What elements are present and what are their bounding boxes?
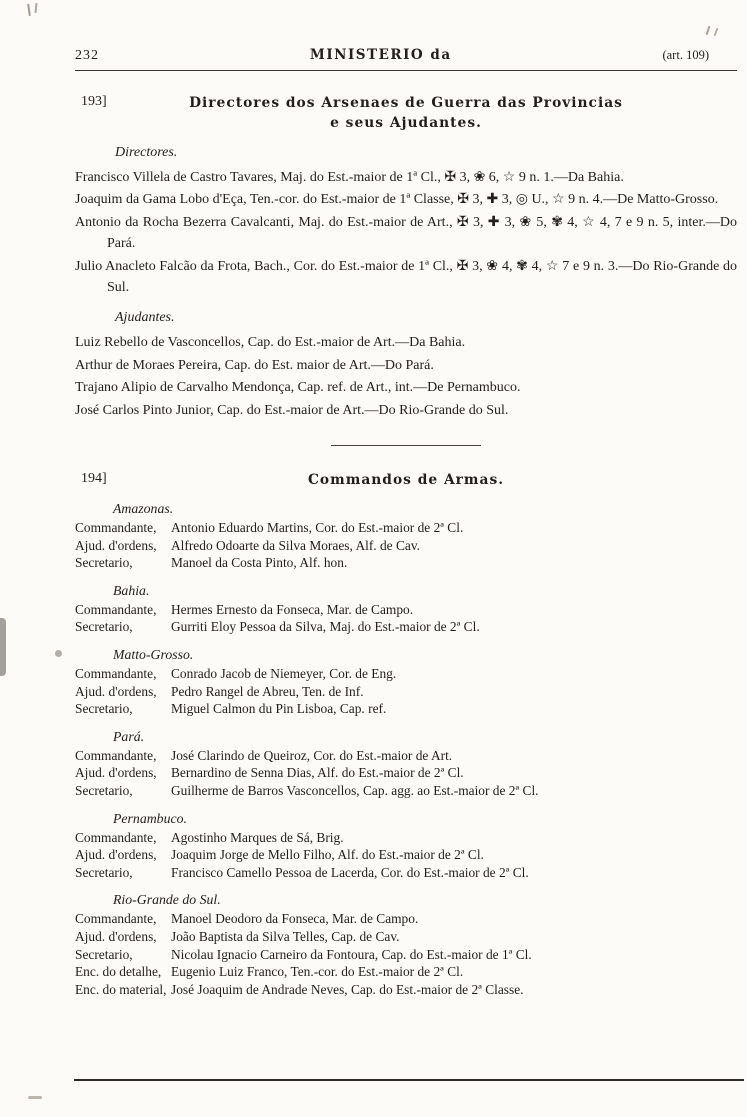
article-reference: (art. 109) [662,48,709,62]
role-label: Commandante, [75,666,157,682]
province-block [75,500,737,572]
officer-text: Eugenio Luiz Franco, Ten.-cor. do Est.-maior de 2ª Cl. [171,964,464,980]
role-label: Enc. do detalhe, [75,964,162,980]
command-row [75,747,737,765]
officer-text: José Joaquim de Andrade Neves, Cap. do Est.-maior de 2ª Classe. [171,981,524,997]
role-label: Ajud. d'ordens, [75,683,157,699]
role-label: Secretario, [75,864,133,880]
section-divider [331,445,481,446]
command-row [75,928,737,946]
director-entry: Antonio da Rocha Bezerra Cavalcanti, Maj. do Est.-maior de Art., ✠ 3, ✚ 3, ❀ 5, ✾ 4, ☆ 4, 7 e 9 n. 5, inter.—Do Pará. [75,214,737,252]
ajudante-entry: Trajano Alipio de Carvalho Mendonça, Cap. ref. de Art., int.—De Pernambuco. [75,380,521,396]
officer-text: Agostinho Marques de Sá, Brig. [171,829,344,845]
command-row [75,554,737,572]
province-name: Matto-Grosso. [113,647,194,663]
ajudante-entry: Luiz Rebello de Vasconcellos, Cap. do Est.-maior de Art.—Da Bahia. [75,335,466,351]
header-rule [75,70,737,71]
command-row [75,829,737,847]
province-name: Rio-Grande do Sul. [113,892,221,908]
command-row [75,782,737,800]
role-label: Secretario, [75,619,133,635]
director-entry: Julio Anacleto Falcão da Frota, Bach., Cor. do Est.-maior de 1ª Cl., ✠ 3, ❀ 4, ✾ 4, ☆ 7 e 9 n. 3.—Do Rio-Grande do Sul. [75,258,737,296]
command-row [75,946,737,964]
role-label: Ajud. d'ordens, [75,847,157,863]
command-row [75,963,737,981]
ajudante-entry: Arthur de Moraes Pereira, Cap. do Est. maior de Art.—Do Pará. [75,357,434,373]
province-block [75,728,737,800]
command-row [75,519,737,537]
role-label: Secretario, [75,701,133,717]
directores-heading: Directores. [115,145,178,160]
director-entry: Joaquim da Gama Lobo d'Eça, Ten.-cor. do Est.-maior de 1ª Classe, ✠ 3, ✚ 3, ◎ U., ☆ 9 n. 4.—De Matto-Grosso. [75,192,719,208]
ajudante-entry: José Carlos Pinto Junior, Cap. do Est.-maior de Art.—Do Rio-Grande do Sul. [75,402,509,418]
scan-artifact [28,1096,42,1099]
officer-text: Conrado Jacob de Niemeyer, Cor. de Eng. [171,666,397,682]
officer-text: Guilherme de Barros Vasconcellos, Cap. agg. ao Est.-maior de 2ª Cl. [171,783,539,798]
officer-text: Gurriti Eloy Pessoa da Silva, Maj. do Est.-maior de 2ª Cl. [171,619,480,635]
province-name: Amazonas. [113,501,174,517]
province-block [75,891,737,998]
page-number: 232 [75,48,99,63]
role-label: Commandante, [75,747,157,763]
section-193-title-line2: e seus Ajudantes. [330,115,482,131]
command-row [75,981,737,999]
role-label: Commandante, [75,911,157,927]
role-label: Commandante, [75,520,157,536]
officer-text: Hermes Ernesto da Fonseca, Mar. de Campo. [171,601,414,617]
section-194-title: Commandos de Armas. [307,472,505,489]
command-row [75,601,737,619]
command-row [75,700,737,718]
section-194-number: 194] [81,471,107,487]
section-193 [75,93,737,421]
officer-text: Joaquim Jorge de Mello Filho, Alf. do Est.-maior de 2ª Cl. [171,847,484,863]
role-label: Commandante, [75,829,157,845]
command-row [75,910,737,928]
section-193-title-line1: Directores dos Arsenaes de Guerra das Provincias [189,95,623,111]
province-name: Pernambuco. [113,810,187,826]
province-block [75,646,737,718]
role-label: Enc. do material, [75,981,167,997]
officer-text: Alfredo Odoarte da Silva Moraes, Alf. de Cav. [171,537,421,553]
role-label: Secretario, [75,783,133,798]
command-row [75,764,737,782]
officer-text: José Clarindo de Queiroz, Cor. do Est.-maior de Art. [171,747,453,763]
section-193-title [75,93,737,133]
header-title: MINISTERIO da [309,47,452,63]
section-193-heading [75,93,737,133]
officer-text: Manoel da Costa Pinto, Alf. hon. [171,555,348,571]
command-row [75,665,737,683]
officer-text: Antonio Eduardo Martins, Cor. do Est.-maior de 2ª Cl. [171,520,464,536]
officer-text: Manoel Deodoro da Fonseca, Mar. de Campo. [171,911,419,927]
director-entry: Francisco Villela de Castro Tavares, Maj. do Est.-maior de 1ª Cl., ✠ 3, ❀ 6, ☆ 9 n. 1.—Da Bahia. [75,170,624,185]
role-label: Secretario, [75,946,133,962]
ajudantes-heading: Ajudantes. [115,310,175,326]
province-name: Pará. [113,728,145,744]
role-label: Ajud. d'ordens, [75,765,157,781]
section-194 [75,470,737,998]
officer-text: Nicolau Ignacio Carneiro da Fontoura, Cap. do Est.-maior de 1ª Cl. [171,946,532,962]
province-block [75,810,737,882]
role-label: Ajud. d'ordens, [75,537,157,553]
section-194-heading [75,470,737,490]
officer-text: Pedro Rangel de Abreu, Ten. de Inf. [171,683,364,699]
command-row [75,537,737,555]
role-label: Ajud. d'ordens, [75,928,157,944]
command-row [75,846,737,864]
command-row [75,683,737,701]
section-193-number: 193] [81,94,107,109]
officer-text: Francisco Camello Pessoa de Lacerda, Cor. do Est.-maior de 2ª Cl. [171,864,529,880]
province-name: Bahia. [113,582,150,598]
command-row [75,618,737,636]
page-header [75,46,737,65]
province-block [75,582,737,636]
officer-text: Miguel Calmon du Pin Lisboa, Cap. ref. [171,701,387,717]
officer-text: João Baptista da Silva Telles, Cap. de Cav. [171,928,400,944]
officer-text: Bernardino de Senna Dias, Alf. do Est.-maior de 2ª Cl. [171,765,464,781]
role-label: Commandante, [75,601,157,617]
command-row [75,864,737,882]
bottom-rule [74,1079,744,1081]
role-label: Secretario, [75,555,133,571]
